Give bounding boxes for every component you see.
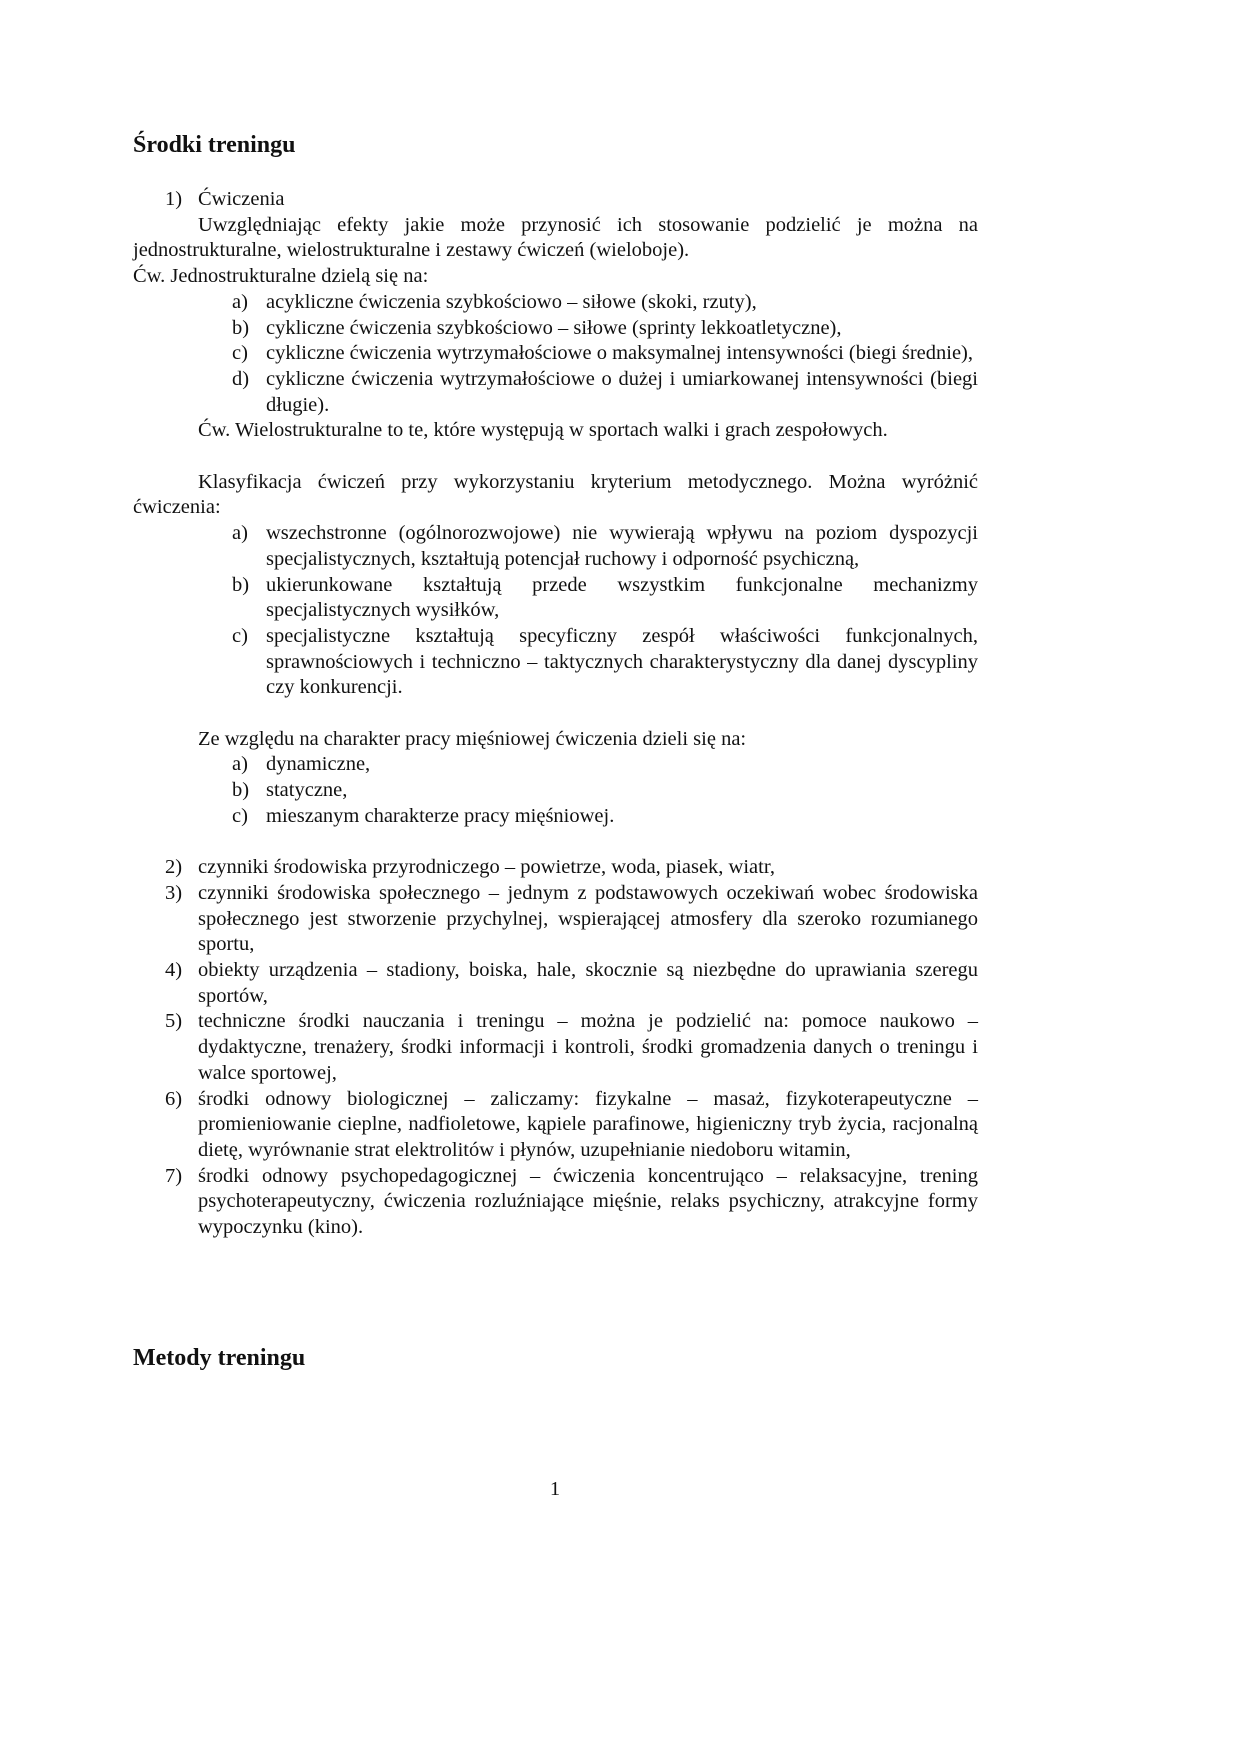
list-letter: c) xyxy=(232,804,248,827)
list-item xyxy=(133,341,978,367)
list-item xyxy=(133,752,978,778)
paragraph-wielo: Ćw. Wielostrukturalne to te, które występują w sportach walki i grach zespołowych. xyxy=(198,419,888,442)
list-number: 5) xyxy=(165,1010,183,1033)
list-letter: a) xyxy=(232,753,248,776)
list-item xyxy=(133,804,978,830)
list-text: czynniki środowiska przyrodniczego – powietrze, woda, piasek, wiatr, xyxy=(198,856,775,879)
section-heading-srodki: Środki treningu xyxy=(133,132,296,158)
list-item xyxy=(133,958,978,1009)
list-letter: b) xyxy=(232,316,250,339)
list-text: wszechstronne (ogólnorozwojowe) nie wywierają wpływu na poziom dyspozycji specjalistycznych, kształtują potencjał ruchowy i odporność psychiczną, xyxy=(266,522,978,570)
list-letter: c) xyxy=(232,624,248,647)
list-item xyxy=(133,290,978,316)
list-item xyxy=(133,624,978,701)
list-text: acykliczne ćwiczenia szybkościowo – siłowe (skoki, rzuty), xyxy=(266,290,757,313)
list-text: mieszanym charakterze pracy mięśniowej. xyxy=(266,804,615,827)
list-letter: b) xyxy=(232,779,250,802)
list-number: 1) xyxy=(165,188,183,210)
paragraph-jedno-head: Ćw. Jednostrukturalne dzielą się na: xyxy=(133,265,429,288)
list-text: techniczne środki nauczania i treningu – można je podzielić na: pomoce naukowo – dydaktyczne, trenażery, środki informacji i kontroli, środki gromadzenia danych o treningu i walce sportowej, xyxy=(198,1010,978,1084)
list-text: obiekty urządzenia – stadiony, boiska, hale, skocznie są niezbędne do uprawiania szeregu sportów, xyxy=(198,959,978,1007)
list-text: statyczne, xyxy=(266,779,348,802)
list-item xyxy=(133,1087,978,1164)
list-letter: b) xyxy=(232,573,250,596)
list-number: 4) xyxy=(165,959,183,982)
list-item xyxy=(133,881,978,958)
list-item xyxy=(133,316,978,342)
list-number: 6) xyxy=(165,1087,183,1110)
list-letter: d) xyxy=(232,367,250,390)
section-body xyxy=(133,187,978,1241)
list-text: ukierunkowane kształtują przede wszystkim funkcjonalne mechanizmy specjalistycznych wysiłków, xyxy=(266,573,978,622)
list-item xyxy=(133,1164,978,1241)
list-item xyxy=(133,521,978,572)
list-text: środki odnowy biologicznej – zaliczamy: fizykalne – masaż, fizykoterapeutyczne – promieniowanie cieplne, nadfioletowe, kąpiele parafinowe, higieniczny tryb życia, racjonalną dietę, wyrównanie strat elektrolitów i płynów, uzupełnianie niedoboru witamin, xyxy=(198,1087,978,1161)
list-number: 3) xyxy=(165,881,183,904)
list-item xyxy=(133,778,978,804)
section-heading-metody: Metody treningu xyxy=(133,1345,306,1371)
list-text: cykliczne ćwiczenia wytrzymałościowe o maksymalnej intensywności (biegi średnie), xyxy=(266,342,974,365)
list-number: 2) xyxy=(165,856,183,879)
paragraph-intro: Uwzględniając efekty jakie może przynosić ich stosowanie podzielić je można na jednostrukturalne, wielostrukturalne i zestawy ćwiczeń (wieloboje). xyxy=(133,213,978,262)
list-item xyxy=(133,367,978,418)
list-text: specjalistyczne kształtują specyficzny zespół właściwości funkcjonalnych, sprawnościowych i techniczno – taktycznych charakterystyczny dla danej dyscypliny czy konkurencji. xyxy=(266,624,978,699)
list-item xyxy=(133,855,978,881)
list-text: czynniki środowiska społecznego – jednym z podstawowych oczekiwań wobec środowiska społecznego jest stworzenie przychylnej, wspierającej atmosfery dla szeroko rozumianego sportu, xyxy=(198,881,978,956)
list-letter: a) xyxy=(232,290,248,313)
list-text: dynamiczne, xyxy=(266,753,371,776)
list-text: cykliczne ćwiczenia szybkościowo – siłowe (sprinty lekkoatletyczne), xyxy=(266,316,842,339)
list-text: środki odnowy psychopedagogicznej – ćwiczenia koncentrująco – relaksacyjne, trening psychoterapeutyczny, ćwiczenia rozluźniające mięśnie, relaks psychiczny, atrakcyjne formy wypoczynku (kino). xyxy=(198,1164,978,1239)
page-number: 1 xyxy=(549,1478,561,1500)
list-letter: a) xyxy=(232,522,248,545)
paragraph-praca: Ze względu na charakter pracy mięśniowej ćwiczenia dzieli się na: xyxy=(198,727,747,750)
list-item xyxy=(133,573,978,624)
list-item xyxy=(133,1009,978,1086)
list-text: cykliczne ćwiczenia wytrzymałościowe o dużej i umiarkowanej intensywności (biegi długie). xyxy=(266,367,978,416)
paragraph-klasyfikacja: Klasyfikacja ćwiczeń przy wykorzystaniu kryterium metodycznego. Można wyróżnić ćwiczenia: xyxy=(133,470,978,519)
list-number: 7) xyxy=(165,1164,183,1187)
list-letter: c) xyxy=(232,342,248,365)
list-item-cwiczenia xyxy=(133,187,978,213)
list-text: Ćwiczenia xyxy=(198,188,285,210)
